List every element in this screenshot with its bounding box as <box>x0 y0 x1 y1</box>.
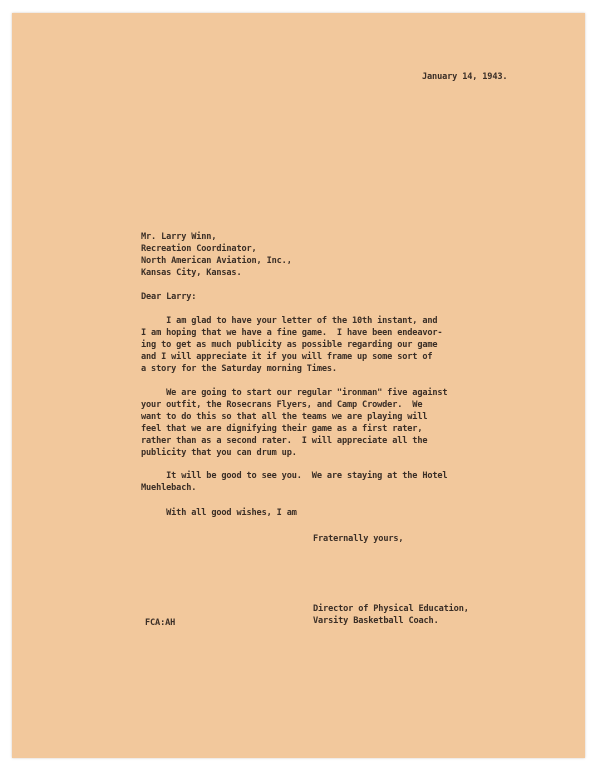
closing: Fraternally yours, <box>313 534 404 544</box>
recipient-address <box>141 231 292 279</box>
body-line: your outfit, the Rosecrans Flyers, and Camp Crowder. We <box>141 400 423 410</box>
letter-page <box>12 13 585 758</box>
body-line: It will be good to see you. We are staying at the Hotel <box>141 471 448 481</box>
body-line: a story for the Saturday morning Times. <box>141 364 337 374</box>
body-line: rather than as a second rater. I will appreciate all the <box>141 436 428 446</box>
body-line: want to do this so that all the teams we are playing will <box>141 412 428 422</box>
signature-line: Varsity Basketball Coach. <box>313 616 439 626</box>
typist-initials: FCA:AH <box>145 618 176 628</box>
salutation: Dear Larry: <box>141 292 197 302</box>
body-line: With all good wishes, I am <box>141 508 297 518</box>
body-paragraph-2 <box>141 387 447 459</box>
letter-date: January 14, 1943. <box>422 72 508 82</box>
body-line: ing to get as much publicity as possible regarding our game <box>141 340 438 350</box>
body-line: publicity that you can drum up. <box>141 448 297 458</box>
body-paragraph-1 <box>141 315 442 375</box>
body-paragraph-3 <box>141 470 447 494</box>
body-line: We are going to start our regular "ironman" five against <box>141 388 448 398</box>
body-line: and I will appreciate it if you will frame up some sort of <box>141 352 433 362</box>
body-line: I am hoping that we have a fine game. I have been endeavor- <box>141 328 443 338</box>
body-line: Muehlebach. <box>141 483 197 493</box>
recipient-line: Mr. Larry Winn, <box>141 232 217 242</box>
recipient-line: Recreation Coordinator, <box>141 244 257 254</box>
body-line: feel that we are dignifying their game as a first rater, <box>141 424 423 434</box>
signature-title <box>313 603 469 627</box>
body-paragraph-4 <box>141 507 297 519</box>
body-line: I am glad to have your letter of the 10th instant, and <box>141 316 438 326</box>
signature-line: Director of Physical Education, <box>313 604 469 614</box>
recipient-line: Kansas City, Kansas. <box>141 268 242 278</box>
recipient-line: North American Aviation, Inc., <box>141 256 292 266</box>
